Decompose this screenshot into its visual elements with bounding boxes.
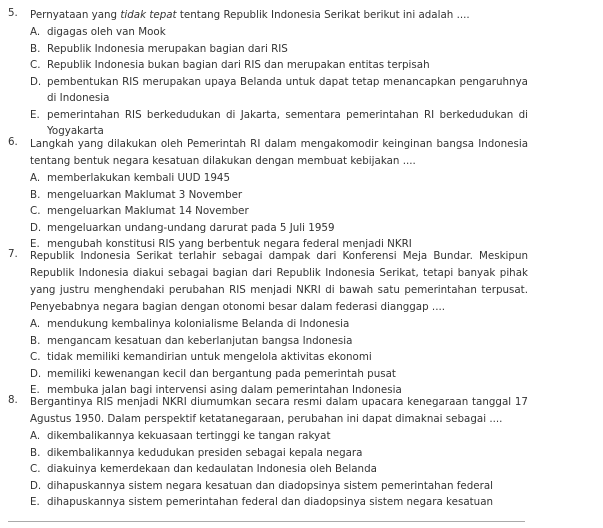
- option-text: mengeluarkan Maklumat 14 November: [47, 205, 249, 217]
- question-7: [8, 248, 528, 399]
- option-a[interactable]: [30, 316, 528, 333]
- question-number: 5.: [8, 7, 18, 19]
- option-b[interactable]: [30, 445, 528, 462]
- option-text: diakuinya kemerdekaan dan kedaulatan Indonesia oleh Belanda: [47, 463, 377, 475]
- question-number: 6.: [8, 136, 18, 148]
- option-letter: B.: [30, 446, 41, 459]
- option-letter: E.: [30, 384, 40, 396]
- option-text: pembentukan RIS merupakan upaya Belanda untuk dapat tetap menancapkan pengaruhnya di Indonesia: [47, 75, 528, 104]
- option-letter: A.: [30, 430, 41, 442]
- option-list: [30, 170, 528, 253]
- option-text: dihapuskannya sistem pemerintahan federal dan diadopsinya sistem negara kesatuan: [47, 496, 494, 508]
- option-letter: E.: [30, 496, 40, 508]
- bottom-divider: [8, 521, 525, 522]
- option-text: dihapuskannya sistem negara kesatuan dan diadopsinya sistem pemerintahan federal: [47, 479, 494, 492]
- option-b[interactable]: [30, 333, 528, 350]
- option-letter: A.: [30, 172, 41, 184]
- option-e[interactable]: [30, 107, 528, 140]
- question-8: [8, 394, 528, 511]
- option-letter: B.: [30, 42, 41, 55]
- option-text: digagas oleh van Mook: [47, 26, 166, 38]
- option-letter: B.: [30, 188, 41, 201]
- option-letter: A.: [30, 26, 41, 38]
- option-text: membuka jalan bagi intervensi asing dalam pemerintahan Indonesia: [47, 384, 402, 396]
- option-text: mendukung kembalinya kolonialisme Belanda di Indonesia: [47, 318, 350, 330]
- option-d[interactable]: [30, 366, 528, 383]
- option-text: Republik Indonesia bukan bagian dari RIS dan merupakan entitas terpisah: [47, 59, 430, 71]
- option-c[interactable]: [30, 203, 528, 220]
- option-c[interactable]: [30, 349, 528, 366]
- question-stem: Republik Indonesia Serikat terlahir sebagai dampak dari Konferensi Meja Bundar. Meskipun Republik Indonesia diakui sebagai bagian dari Republik Indonesia Serikat, tetapi banyak pihak yang justru menghendaki perubahan RIS menjadi NKRI di bawah satu pemerintahan terpusat. Penyebabnya negara bagian dengan otonomi besar dalam federasi dianggap ....: [30, 250, 528, 313]
- option-a[interactable]: [30, 428, 528, 445]
- option-letter: C.: [30, 463, 41, 475]
- option-text: dikembalikannya kedudukan presiden sebagai kepala negara: [47, 446, 363, 459]
- option-text: mengancam kesatuan dan keberlanjutan bangsa Indonesia: [47, 334, 353, 347]
- option-text: pemerintahan RIS berkedudukan di Jakarta, sementara pemerintahan RI berkedudukan di Yogyakarta: [47, 108, 528, 137]
- option-text: mengeluarkan Maklumat 3 November: [47, 188, 243, 201]
- option-d[interactable]: [30, 74, 528, 107]
- option-b[interactable]: [30, 187, 528, 204]
- question-stem: Bergantinya RIS menjadi NKRI diumumkan secara resmi dalam upacara kenegaraan tanggal 17 Agustus 1950. Dalam perspektif ketatanegaraan, perubahan ini dapat dimaknai sebagai ....: [30, 396, 528, 425]
- option-d[interactable]: [30, 478, 528, 495]
- option-e[interactable]: [30, 494, 528, 511]
- option-letter: D.: [30, 75, 42, 88]
- option-letter: C.: [30, 351, 41, 363]
- option-text: tidak memiliki kemandirian untuk mengelola aktivitas ekonomi: [47, 351, 372, 363]
- option-a[interactable]: [30, 170, 528, 187]
- question-number: 7.: [8, 248, 18, 260]
- option-letter: E.: [30, 108, 40, 121]
- option-a[interactable]: [30, 24, 528, 41]
- option-b[interactable]: [30, 41, 528, 58]
- option-letter: B.: [30, 334, 41, 347]
- option-letter: E.: [30, 238, 40, 250]
- option-letter: C.: [30, 205, 41, 217]
- stem-emphasis: tidak tepat: [120, 9, 177, 21]
- stem-text: tentang Republik Indonesia Serikat berikut ini adalah ....: [176, 9, 470, 21]
- question-5: [8, 7, 528, 140]
- option-text: memiliki kewenangan kecil dan bergantung pada pemerintah pusat: [47, 367, 396, 380]
- option-list: [30, 316, 528, 399]
- question-6: [8, 136, 528, 253]
- option-list: [30, 24, 528, 140]
- question-stem: Langkah yang dilakukan oleh Pemerintah RI dalam mengakomodir keinginan bangsa Indonesia tentang bentuk negara kesatuan dilakukan dengan membuat kebijakan ....: [30, 138, 528, 167]
- option-c[interactable]: [30, 57, 528, 74]
- option-text: mengeluarkan undang-undang darurat pada 5 Juli 1959: [47, 221, 335, 234]
- option-text: memberlakukan kembali UUD 1945: [47, 172, 231, 184]
- option-d[interactable]: [30, 220, 528, 237]
- option-text: dikembalikannya kekuasaan tertinggi ke tangan rakyat: [47, 430, 331, 442]
- option-letter: D.: [30, 367, 42, 380]
- option-text: Republik Indonesia merupakan bagian dari RIS: [47, 42, 288, 55]
- question-number: 8.: [8, 394, 18, 406]
- stem-text: Pernyataan yang: [30, 9, 121, 21]
- question-stem: [30, 7, 528, 24]
- option-c[interactable]: [30, 461, 528, 478]
- option-list: [30, 428, 528, 511]
- option-letter: D.: [30, 479, 42, 492]
- option-letter: C.: [30, 59, 41, 71]
- option-letter: A.: [30, 318, 41, 330]
- option-letter: D.: [30, 221, 42, 234]
- option-text: mengubah konstitusi RIS yang berbentuk negara federal menjadi NKRI: [47, 238, 412, 250]
